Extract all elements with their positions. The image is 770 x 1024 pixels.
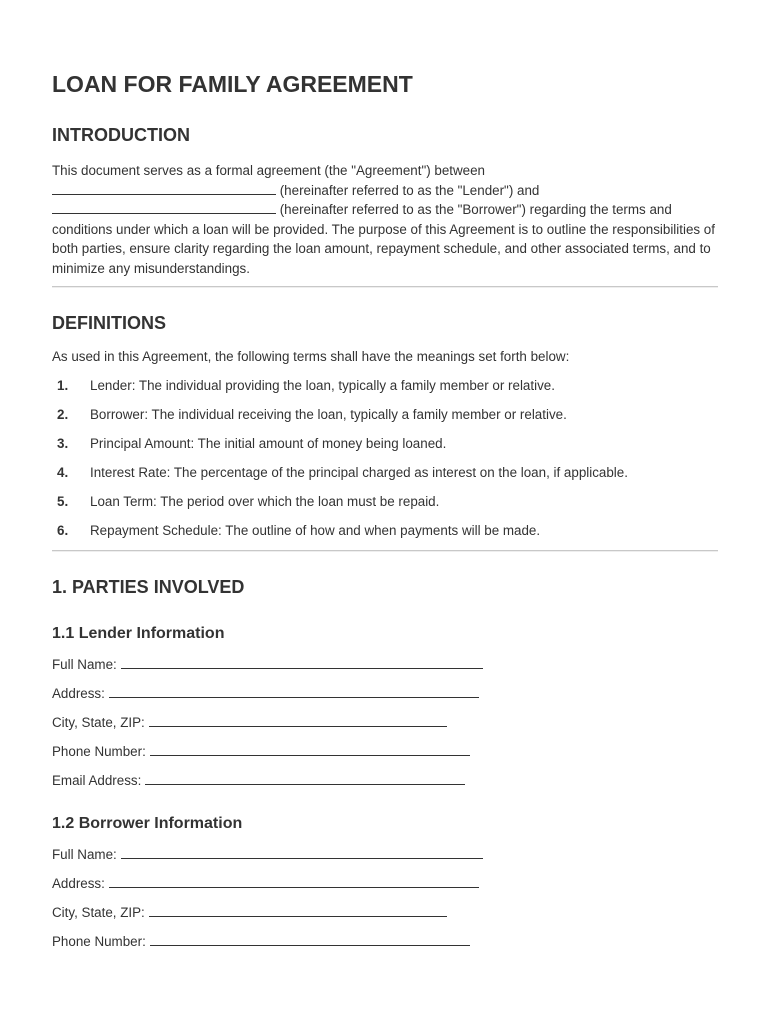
definition-number: 5. <box>57 494 69 509</box>
field-label: Full Name: <box>52 847 117 862</box>
fill-in-line[interactable] <box>149 915 447 917</box>
field-label: Phone Number: <box>52 934 146 949</box>
lender-full-name-field[interactable] <box>52 657 483 672</box>
definition-text: Interest Rate: The percentage of the principal charged as interest on the loan, if applicable. <box>90 465 628 480</box>
fill-in-line[interactable] <box>121 667 483 669</box>
field-label: Phone Number: <box>52 744 146 759</box>
field-label: Email Address: <box>52 773 142 788</box>
document-title: LOAN FOR FAMILY AGREEMENT <box>52 71 413 97</box>
introduction-paragraph <box>52 161 718 279</box>
definition-number: 3. <box>57 436 69 451</box>
borrower-info-heading: 1.2 Borrower Information <box>52 815 243 832</box>
definition-number: 2. <box>57 407 69 422</box>
lender-email-field[interactable] <box>52 773 465 788</box>
lender-info-heading: 1.1 Lender Information <box>52 625 225 642</box>
intro-text-1: This document serves as a formal agreement (the "Agreement") between <box>52 163 486 178</box>
definitions-lead: As used in this Agreement, the following terms shall have the meanings set forth below: <box>52 349 570 364</box>
definitions-heading: DEFINITIONS <box>52 313 167 333</box>
field-label: Address: <box>52 876 105 891</box>
fill-in-line[interactable] <box>109 886 479 888</box>
field-label: Address: <box>52 686 105 701</box>
definition-text: Principal Amount: The initial amount of money being loaned. <box>90 436 447 451</box>
lender-address-field[interactable] <box>52 686 479 701</box>
intro-text-3: (hereinafter referred to as the "Borrower") regarding the terms and conditions under which a loan will be provided. The purpose of this Agreement is to outline the responsibilities of both parties, ensure clarity regarding the loan amount, repayment schedule, and other associated terms, and to minimize any misunderstandings. <box>52 202 715 276</box>
section-divider <box>52 550 718 552</box>
borrower-name-blank[interactable] <box>52 212 276 214</box>
lender-phone-field[interactable] <box>52 744 470 759</box>
lender-name-blank[interactable] <box>52 193 276 195</box>
borrower-phone-field[interactable] <box>52 934 470 949</box>
field-label: Full Name: <box>52 657 117 672</box>
definition-text: Repayment Schedule: The outline of how and when payments will be made. <box>90 523 541 538</box>
section-divider <box>52 286 718 288</box>
borrower-city-state-zip-field[interactable] <box>52 905 447 920</box>
definition-number: 6. <box>57 523 69 538</box>
fill-in-line[interactable] <box>150 944 470 946</box>
fill-in-line[interactable] <box>145 783 465 785</box>
parties-heading: 1. PARTIES INVOLVED <box>52 577 245 597</box>
definition-text: Lender: The individual providing the loan, typically a family member or relative. <box>90 378 555 393</box>
field-label: City, State, ZIP: <box>52 905 145 920</box>
fill-in-line[interactable] <box>109 696 479 698</box>
borrower-full-name-field[interactable] <box>52 847 483 862</box>
definition-number: 4. <box>57 465 69 480</box>
definition-text: Borrower: The individual receiving the loan, typically a family member or relative. <box>90 407 567 422</box>
intro-text-2: (hereinafter referred to as the "Lender") and <box>276 182 540 198</box>
definition-number: 1. <box>57 378 69 393</box>
lender-city-state-zip-field[interactable] <box>52 715 447 730</box>
fill-in-line[interactable] <box>149 725 447 727</box>
fill-in-line[interactable] <box>150 754 470 756</box>
field-label: City, State, ZIP: <box>52 715 145 730</box>
definition-text: Loan Term: The period over which the loan must be repaid. <box>90 494 440 509</box>
fill-in-line[interactable] <box>121 857 483 859</box>
borrower-address-field[interactable] <box>52 876 479 891</box>
introduction-heading: INTRODUCTION <box>52 125 190 145</box>
